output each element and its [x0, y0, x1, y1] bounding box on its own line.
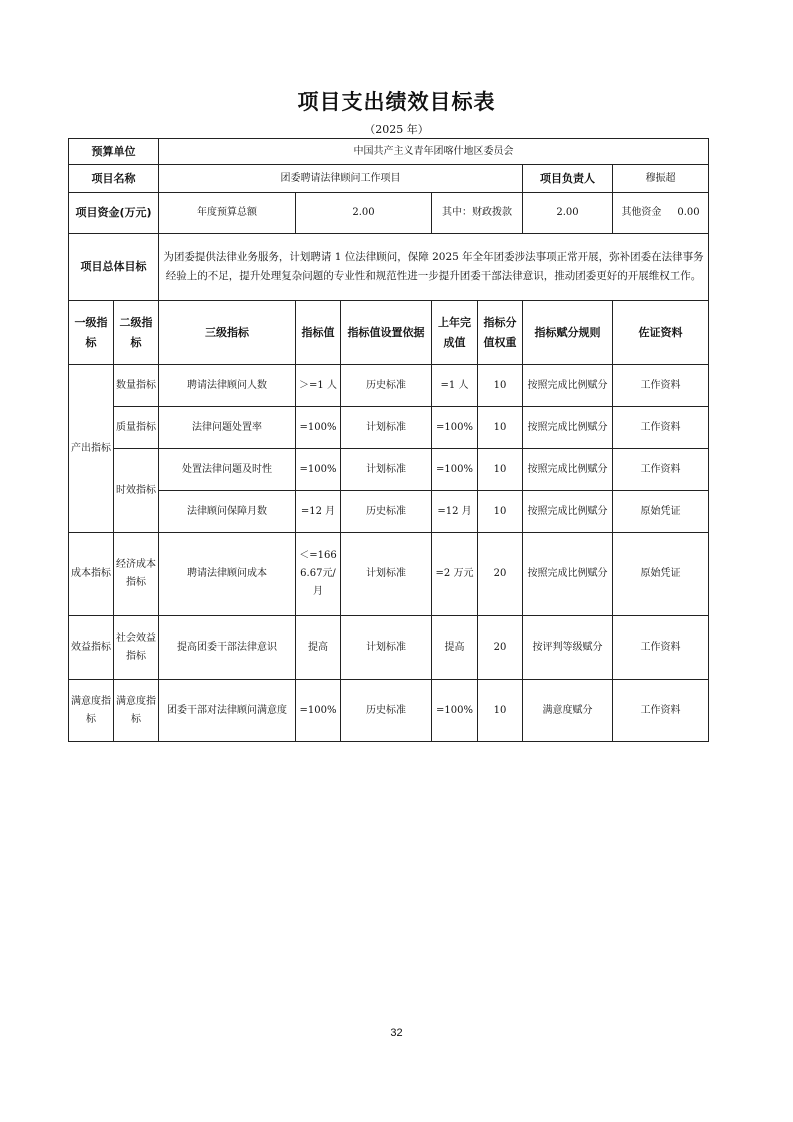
row-value: =100%	[296, 449, 341, 491]
page-number: 32	[390, 1027, 403, 1039]
other-funds-value: 0.00	[677, 207, 700, 218]
row-name: 聘请法律顾问人数	[159, 365, 296, 407]
row-evidence: 原始凭证	[613, 533, 709, 616]
budget-unit-label: 预算单位	[69, 139, 159, 165]
row-last: =1 人	[432, 365, 478, 407]
row-evidence: 工作资料	[613, 680, 709, 742]
row-basis: 历史标准	[341, 491, 432, 533]
row-basis: 历史标准	[341, 680, 432, 742]
row-basis: 计划标准	[341, 616, 432, 680]
row-last: =12 月	[432, 491, 478, 533]
row-basis: 计划标准	[341, 533, 432, 616]
row-weight: 20	[478, 533, 523, 616]
year-label: （2025 年）	[364, 123, 429, 136]
header-value: 指标值	[296, 301, 341, 365]
row-last: =2 万元	[432, 533, 478, 616]
project-name-label: 项目名称	[69, 165, 159, 193]
row-evidence: 工作资料	[613, 616, 709, 680]
row-rule: 按照完成比例赋分	[523, 449, 613, 491]
level1-benefit: 效益指标	[69, 616, 114, 680]
header-evidence: 佐证资料	[613, 301, 709, 365]
header-level1: 一级指标	[69, 301, 114, 365]
row-last: =100%	[432, 407, 478, 449]
level1-satisfaction: 满意度指标	[69, 680, 114, 742]
header-weight: 指标分值权重	[478, 301, 523, 365]
row-basis: 计划标准	[341, 407, 432, 449]
row-weight: 10	[478, 491, 523, 533]
level2-quantity: 数量指标	[114, 365, 159, 407]
leader-label: 项目负责人	[523, 165, 613, 193]
row-evidence: 原始凭证	[613, 491, 709, 533]
other-funds-label: 其他资金	[621, 207, 662, 218]
row-evidence: 工作资料	[613, 449, 709, 491]
row-rule: 按评判等级赋分	[523, 616, 613, 680]
annual-budget-label: 年度预算总额	[159, 193, 296, 234]
row-name: 法律顾问保障月数	[159, 491, 296, 533]
row-last: =100%	[432, 449, 478, 491]
level2-econ-cost: 经济成本指标	[114, 533, 159, 616]
project-name-value: 团委聘请法律顾问工作项目	[159, 165, 523, 193]
row-name: 提高团委干部法律意识	[159, 616, 296, 680]
fiscal-value: 2.00	[523, 193, 613, 234]
row-name: 团委干部对法律顾问满意度	[159, 680, 296, 742]
level2-timeliness: 时效指标	[114, 449, 159, 533]
row-weight: 10	[478, 407, 523, 449]
row-value: =100%	[296, 680, 341, 742]
table-row	[69, 680, 709, 742]
level1-cost: 成本指标	[69, 533, 114, 616]
table-row	[69, 407, 709, 449]
row-rule: 按照完成比例赋分	[523, 365, 613, 407]
level1-output: 产出指标	[69, 365, 114, 533]
header-rule: 指标赋分规则	[523, 301, 613, 365]
level2-satisfaction: 满意度指标	[114, 680, 159, 742]
level2-social-benefit: 社会效益指标	[114, 616, 159, 680]
row-evidence: 工作资料	[613, 365, 709, 407]
fiscal-label: 其中：财政拨款	[432, 193, 523, 234]
row-weight: 10	[478, 680, 523, 742]
row-rule: 满意度赋分	[523, 680, 613, 742]
row-rule: 按照完成比例赋分	[523, 491, 613, 533]
other-funds-cell	[613, 193, 709, 234]
row-rule: 按照完成比例赋分	[523, 533, 613, 616]
budget-unit-value: 中国共产主义青年团喀什地区委员会	[159, 139, 709, 165]
row-basis: 历史标准	[341, 365, 432, 407]
table-row	[69, 491, 709, 533]
row-value: 提高	[296, 616, 341, 680]
row-value: ＜=1666.67元/月	[296, 533, 341, 616]
annual-budget-value: 2.00	[296, 193, 432, 234]
row-last: =100%	[432, 680, 478, 742]
leader-value: 穆振超	[613, 165, 709, 193]
header-level3: 三级指标	[159, 301, 296, 365]
table-row	[69, 449, 709, 491]
goal-label: 项目总体目标	[69, 234, 159, 301]
row-name: 聘请法律顾问成本	[159, 533, 296, 616]
header-level2: 二级指标	[114, 301, 159, 365]
page-title: 项目支出绩效目标表	[297, 90, 496, 114]
row-name: 法律问题处置率	[159, 407, 296, 449]
row-weight: 20	[478, 616, 523, 680]
level2-quality: 质量指标	[114, 407, 159, 449]
header-last-year: 上年完成值	[432, 301, 478, 365]
row-value: =100%	[296, 407, 341, 449]
row-value: =12 月	[296, 491, 341, 533]
row-rule: 按照完成比例赋分	[523, 407, 613, 449]
goal-text: 为团委提供法律业务服务，计划聘请 1 位法律顾问，保障 2025 年全年团委涉法事项正常开展，弥补团委在法律事务经验上的不足，提升处理复杂问题的专业性和规范性进一步提升团委干部法律意识，推动团委更好的开展维权工作。	[159, 234, 709, 301]
performance-table	[68, 138, 709, 742]
header-basis: 指标值设置依据	[341, 301, 432, 365]
table-row	[69, 533, 709, 616]
row-last: 提高	[432, 616, 478, 680]
table-row	[69, 616, 709, 680]
row-evidence: 工作资料	[613, 407, 709, 449]
row-weight: 10	[478, 365, 523, 407]
row-name: 处置法律问题及时性	[159, 449, 296, 491]
funds-label: 项目资金(万元)	[69, 193, 159, 234]
row-value: ＞=1 人	[296, 365, 341, 407]
table-row	[69, 365, 709, 407]
row-weight: 10	[478, 449, 523, 491]
row-basis: 计划标准	[341, 449, 432, 491]
